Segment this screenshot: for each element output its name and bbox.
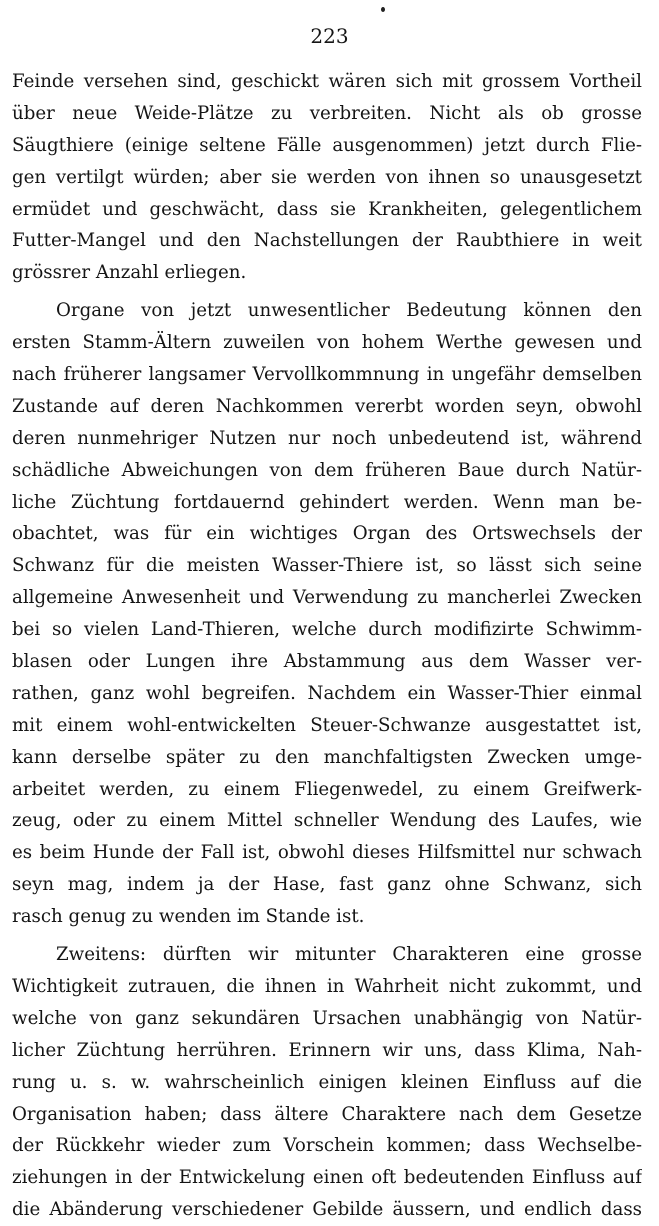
text-line: rasch genug zu wenden im Stande ist.: [12, 906, 365, 928]
text-line: Futter-Mangel und den Nachstellungen der Raubthiere in weit: [12, 230, 642, 252]
text-line: schädliche Abweichungen von dem früheren Baue durch Natür-: [12, 459, 642, 481]
text-line: gen vertilgt würden; aber sie werden von ihnen so unausgesetzt: [12, 166, 642, 188]
text-line: grössrer Anzahl erliegen.: [12, 262, 247, 284]
text-line: der Rückkehr wieder zum Vorschein kommen; dass Wechselbe-: [12, 1135, 642, 1157]
text-line: ermüdet und geschwächt, dass sie Krankheiten, gelegentlichem: [12, 198, 642, 220]
text-line: seyn mag, indem ja der Hase, fast ganz ohne Schwanz, sich: [12, 874, 642, 896]
text-line: bei so vielen Land-Thieren, welche durch modifizirte Schwimm-: [12, 619, 642, 641]
text-line: ziehungen in der Entwickelung einen oft bedeutenden Einfluss auf: [12, 1167, 642, 1189]
text-line: es beim Hunde der Fall ist, obwohl dieses Hilfsmittel nur schwach: [12, 842, 642, 864]
text-line: ersten Stamm-Ältern zuweilen von hohem Werthe gewesen und: [12, 332, 642, 354]
page-number: 223: [310, 24, 349, 48]
paragraph: [12, 295, 642, 933]
text-line: Organisation haben; dass ältere Charaktere nach dem Gesetze: [12, 1103, 642, 1125]
text-line: Wichtigkeit zutrauen, die ihnen in Wahrheit nicht zukommt, und: [12, 975, 642, 997]
text-line: Zustande auf deren Nachkommen vererbt worden seyn, obwohl: [12, 395, 642, 417]
text-line: zeug, oder zu einem Mittel schneller Wendung des Laufes, wie: [12, 810, 642, 832]
text-line: allgemeine Anwesenheit und Verwendung zu mancherlei Zwecken: [12, 587, 642, 609]
text-line: Organe von jetzt unwesentlicher Bedeutung können den: [56, 300, 642, 322]
text-line: licher Züchtung herrühren. Erinnern wir uns, dass Klima, Nah-: [12, 1039, 642, 1061]
text-line: die Abänderung verschiedener Gebilde äussern, und endlich dass: [12, 1199, 642, 1221]
text-line: rung u. s. w. wahrscheinlich einigen kleinen Einfluss auf die: [12, 1071, 642, 1093]
ink-speck: [381, 7, 385, 12]
text-line: Schwanz für die meisten Wasser-Thiere ist, so lässt sich seine: [12, 555, 642, 577]
body-text: [12, 66, 642, 1226]
text-line: blasen oder Lungen ihre Abstammung aus dem Wasser ver-: [12, 651, 642, 673]
text-line: welche von ganz sekundären Ursachen unabhängig von Natür-: [12, 1007, 642, 1029]
text-line: arbeitet werden, zu einem Fliegenwedel, zu einem Greifwerk-: [12, 778, 642, 800]
text-line: über neue Weide-Plätze zu verbreiten. Nicht als ob grosse: [12, 102, 642, 124]
text-line: Feinde versehen sind, geschickt wären sich mit grossem Vortheil: [12, 71, 642, 92]
paragraph: [12, 939, 642, 1226]
text-line: mit einem wohl-entwickelten Steuer-Schwanze ausgestattet ist,: [12, 714, 642, 736]
paragraph: [12, 66, 642, 289]
text-line: nach früherer langsamer Vervollkommnung in ungefähr demselben: [12, 364, 642, 386]
text-line: liche Züchtung fortdauernd gehindert werden. Wenn man be-: [12, 491, 642, 513]
text-line: Säugthiere (einige seltene Fälle ausgenommen) jetzt durch Flie-: [12, 134, 642, 156]
text-line: kann derselbe später zu den manchfaltigsten Zwecken umge-: [12, 746, 642, 768]
text-line: obachtet, was für ein wichtiges Organ des Ortswechsels der: [12, 523, 642, 545]
text-line: rathen, ganz wohl begreifen. Nachdem ein Wasser-Thier einmal: [12, 682, 642, 704]
text-line: deren nunmehriger Nutzen nur noch unbedeutend ist, während: [12, 427, 642, 449]
text-line: Zweitens: dürften wir mitunter Charakteren eine grosse: [56, 944, 642, 966]
